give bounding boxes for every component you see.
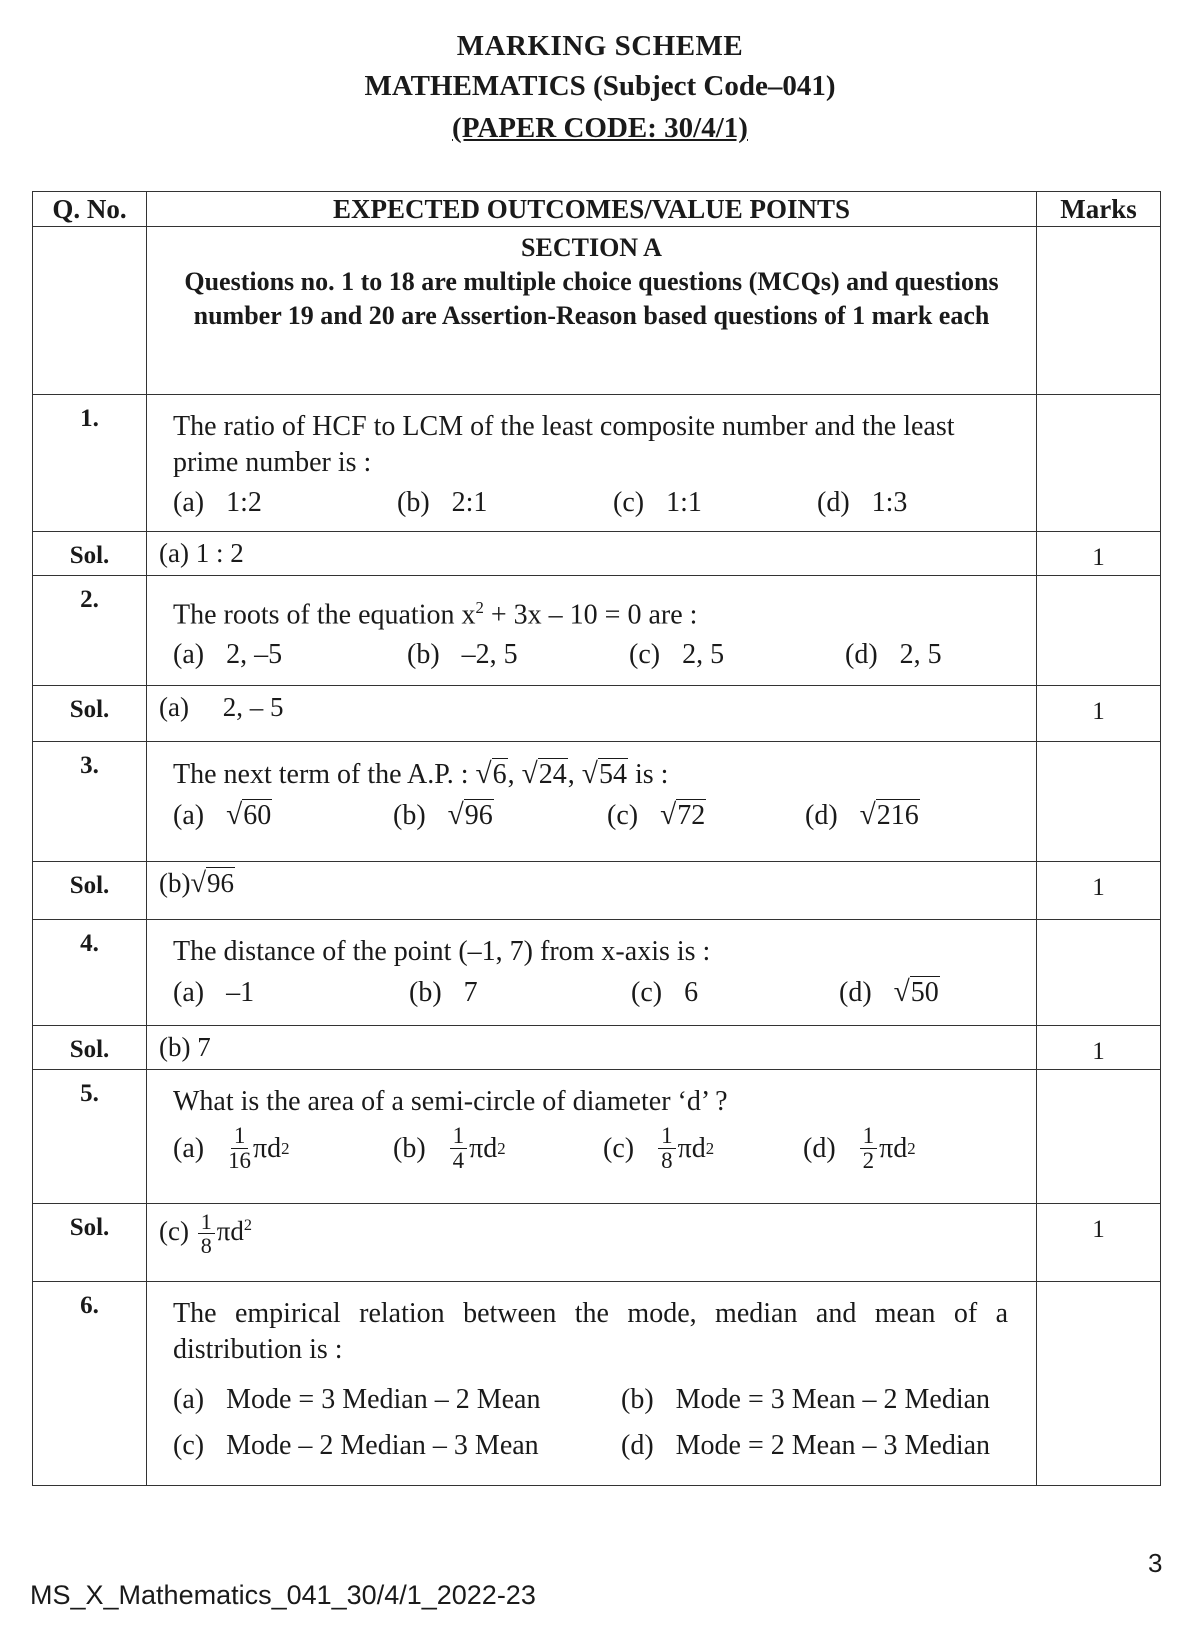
marks-value: 1: [1037, 686, 1161, 742]
solution-row: [33, 1204, 1161, 1282]
solution-row: [33, 532, 1161, 576]
question-number: 3.: [33, 742, 147, 862]
question-number: 1.: [33, 395, 147, 532]
section-row: [33, 227, 1161, 395]
option-label: (a): [173, 1384, 205, 1415]
solution-label: Sol.: [33, 862, 147, 920]
question-row: [33, 742, 1161, 862]
question-text: What is the area of a semi-circle of diameter ‘d’ ?: [173, 1086, 728, 1117]
option-label: (a): [173, 976, 205, 1008]
options: [173, 974, 1008, 1011]
radical: √24: [521, 758, 567, 790]
option-a: 1:2: [226, 487, 262, 518]
section-title: SECTION A: [521, 233, 662, 262]
question-number: 4.: [33, 920, 147, 1026]
solution-text: (b)√96: [147, 862, 1037, 920]
option-label: (c): [607, 799, 639, 831]
option-a: –1: [226, 976, 255, 1008]
option-a: √60: [226, 799, 272, 831]
option-label: (c): [603, 1132, 635, 1164]
option-b: 2:1: [451, 487, 488, 518]
solution-text: (c) $\frac{1}{8}$ $\pi d^2$: [147, 1204, 1037, 1282]
option-label: (b): [397, 487, 430, 518]
option-a: 2, –5: [226, 639, 283, 671]
solution-label: Sol.: [33, 532, 147, 576]
table-header-row: [33, 192, 1161, 227]
option-label: (c): [631, 976, 663, 1008]
question-number: 2.: [33, 576, 147, 686]
options: [173, 1382, 1008, 1418]
option-label: (a): [173, 639, 205, 671]
header-qno: Q. No.: [33, 192, 147, 227]
option-label: (d): [805, 799, 838, 831]
option-label: (b): [393, 1132, 426, 1164]
solution-row: [33, 1026, 1161, 1070]
option-label: (b): [409, 976, 442, 1008]
option-label: (b): [393, 799, 426, 831]
option-label: (c): [173, 1430, 205, 1461]
marking-table: [32, 191, 1161, 1486]
question-text: The next term of the A.P. : √6, √24, √54 is :: [173, 756, 1008, 793]
solution-text: (a) 1 : 2: [147, 532, 1037, 576]
option-b: √96: [447, 799, 493, 831]
option-label: (d): [621, 1430, 654, 1461]
option-b: 7: [463, 976, 478, 1008]
option-d: 1:3: [871, 487, 908, 518]
option-d: $\frac{1}{2}$: [860, 1124, 877, 1173]
question-row: [33, 1282, 1161, 1486]
solution-text: (b) 7: [147, 1026, 1037, 1070]
marks-value: 1: [1037, 1204, 1161, 1282]
option-label: (a): [173, 799, 205, 831]
option-label: (c): [613, 487, 645, 518]
option-d: √216: [859, 799, 919, 831]
option-label: (a): [173, 487, 205, 518]
options: [173, 485, 1008, 521]
radical: √6: [475, 758, 507, 790]
option-d: √50: [893, 976, 939, 1008]
fraction: $\frac{1}{8}$: [198, 1210, 215, 1257]
options: [173, 797, 1008, 834]
option-d: Mode = 2 Mean – 3 Median: [675, 1430, 991, 1461]
solution-row: [33, 686, 1161, 742]
question-number: 5.: [33, 1070, 147, 1204]
options: [173, 1428, 1008, 1464]
question-text: The empirical relation between the mode, median and mean of a distribution is :: [173, 1298, 1008, 1365]
options: [173, 637, 1008, 673]
marks-value: 1: [1037, 532, 1161, 576]
option-d: 2, 5: [899, 639, 942, 671]
option-c: √72: [660, 799, 706, 831]
option-label: (d): [803, 1132, 836, 1164]
option-label: (c): [629, 639, 661, 671]
option-b: Mode = 3 Mean – 2 Median: [675, 1384, 991, 1415]
subject-title: MATHEMATICS (Subject Code–041): [364, 70, 836, 102]
header-marks: Marks: [1037, 192, 1161, 227]
solution-label: Sol.: [33, 1026, 147, 1070]
question-text: The ratio of HCF to LCM of the least composite number and the least prime number is :: [173, 411, 955, 478]
option-b: $\frac{1}{4}$: [450, 1124, 467, 1173]
option-b: –2, 5: [461, 639, 518, 671]
option-label: (b): [407, 639, 440, 671]
option-a: $\frac{1}{16}$: [228, 1123, 252, 1174]
option-label: (b): [621, 1384, 654, 1415]
solution-label: Sol.: [33, 1204, 147, 1282]
question-row: [33, 576, 1161, 686]
solution-row: [33, 862, 1161, 920]
option-a: Mode = 3 Median – 2 Mean: [226, 1384, 541, 1415]
option-c: 6: [684, 976, 699, 1008]
paper-code: (PAPER CODE: 30/4/1): [452, 112, 748, 144]
option-c: 1:1: [666, 487, 702, 518]
header-outcomes: EXPECTED OUTCOMES/VALUE POINTS: [147, 192, 1037, 227]
section-description: Questions no. 1 to 18 are multiple choice questions (MCQs) and questions number 19 and 20 are Assertion-Reason based questions of 1 mark each: [184, 267, 999, 330]
question-text: The roots of the equation $x^2 + 3x - 10 = 0$ are :: [173, 598, 698, 631]
marks-value: 1: [1037, 862, 1161, 920]
option-c: Mode – 2 Median – 3 Mean: [226, 1430, 539, 1461]
options: (a) $\frac{1}{16}$ πd 2 (b) $\frac{1}{4}$ πd 2 (c) $\frac{1}{8}$ πd 2 (d) $\frac{1}{2}$ πd 2: [173, 1123, 916, 1174]
solution-label: Sol.: [33, 686, 147, 742]
option-label: (d): [817, 487, 850, 518]
option-c: 2, 5: [682, 639, 725, 671]
option-label: (d): [839, 976, 872, 1008]
question-row: [33, 395, 1161, 532]
solution-text: (a) 2, – 5: [147, 686, 1037, 742]
page-number: 3: [1148, 1548, 1163, 1578]
option-c: $\frac{1}{8}$: [658, 1124, 675, 1173]
footer-code: MS_X_Mathematics_041_30/4/1_2022-23: [30, 1580, 536, 1610]
option-label: (a): [173, 1132, 205, 1164]
marks-value: 1: [1037, 1026, 1161, 1070]
question-number: 6.: [33, 1282, 147, 1486]
question-text: The distance of the point (–1, 7) from x-axis is :: [173, 936, 711, 967]
radical: √54: [581, 758, 627, 790]
option-label: (d): [845, 639, 878, 671]
question-row: [33, 920, 1161, 1026]
doc-title: MARKING SCHEME: [456, 30, 744, 62]
question-row: [33, 1070, 1161, 1204]
radical: √96: [190, 868, 235, 899]
